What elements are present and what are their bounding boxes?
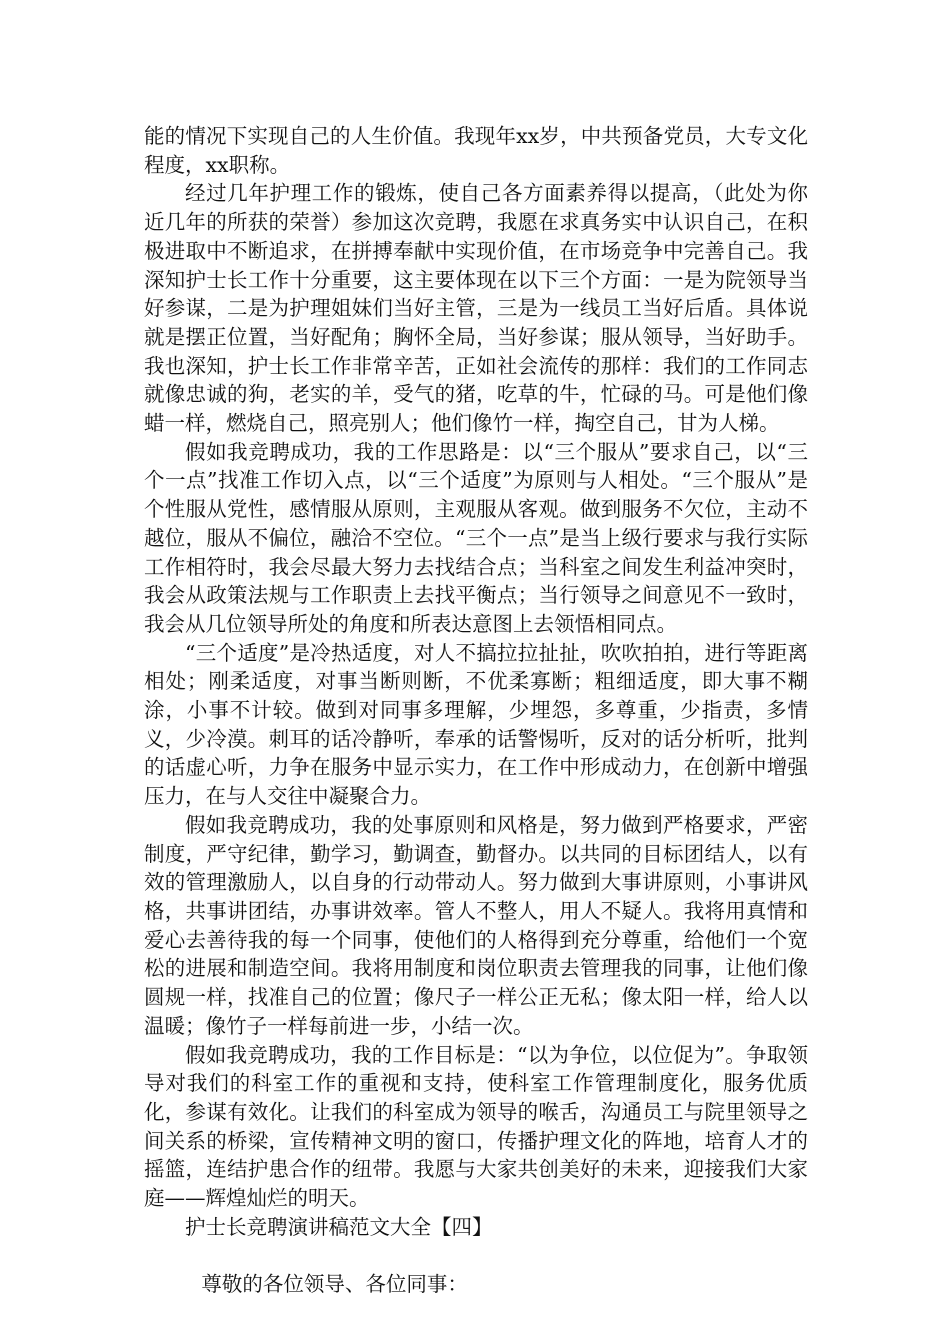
- paragraph-principles-style: 假如我竞聘成功，我的处事原则和风格是，努力做到严格要求，严密制度，严守纪律，勤学习，勤调查，勤督办。以共同的目标团结人，以有效的管理激励人，以自身的行动带动人。努力做到大事讲原则，小事讲风格，共事讲团结，办事讲效率。管人不整人，用人不疑人。我将用真情和爱心去善待我的每一个同事，使他们的人格得到充分尊重，给他们一个宽松的进展和制造空间。我将用制度和岗位职责去管理我的同事，让他们像圆规一样，找准自己的位置；像尺子一样公正无私；像太阳一样，给人以温暖；像竹子一样每前进一步，小结一次。: [144, 812, 808, 1038]
- salutation: 尊敬的各位领导、各位同事：: [201, 1272, 468, 1297]
- paragraph-experience: 经过几年护理工作的锻炼，使自己各方面素养得以提高，（此处为你近几年的所获的荣誉）参加这次竞聘，我愿在求真务实中认识自己，在积极进取中不断追求，在拼搏奉献中实现价值，在市场竞争中完善自己。我深知护士长工作十分重要，这主要体现在以下三个方面：一是为院领导当好参谋，二是为护理姐妹们当好主管，三是为一线员工当好后盾。具体说就是摆正位置，当好配角；胸怀全局，当好参谋；服从领导，当好助手。我也深知，护士长工作非常辛苦，正如社会流传的那样：我们的工作同志就像忠诚的狗，老实的羊，受气的猪，吃草的牛，忙碌的马。可是他们像蜡一样，燃烧自己，照亮别人；他们像竹一样，掏空自己，甘为人梯。: [144, 181, 808, 436]
- document-body: [144, 122, 808, 1299]
- paragraph-continuation: 能的情况下实现自己的人生价值。我现年xx岁，中共预备党员，大专文化程度，xx职称。: [144, 124, 808, 177]
- section-heading: 护士长竞聘演讲稿范文大全【四】: [185, 1214, 493, 1239]
- paragraph-work-ideas: 假如我竞聘成功，我的工作思路是：以“三个服从”要求自己，以“三个一点”找准工作切入点，以“三个适度”为原则与人相处。“三个服从”是个性服从党性，感情服从原则，主观服从客观。做到服务不欠位，主动不越位，服从不偏位，融洽不空位。“三个一点”是当上级行要求与我行实际工作相符时，我会尽最大努力去找结合点；当科室之间发生利益冲突时，我会从政策法规与工作职责上去找平衡点；当行领导之间意见不一致时，我会从几位领导所处的角度和所表达意图上去领悟相同点。: [144, 439, 808, 636]
- blank-line: [144, 1241, 808, 1270]
- paragraph-work-goals: 假如我竞聘成功，我的工作目标是：“以为争位，以位促为”。争取领导对我们的科室工作的重视和支持，使科室工作管理制度化，服务优质化，参谋有效化。让我们的科室成为领导的喉舌，沟通员工与院里领导之间关系的桥梁，宣传精神文明的窗口，传播护理文化的阵地，培育人才的摇篮，连结护患合作的纽带。我愿与大家共创美好的未来，迎接我们大家庭——辉煌灿烂的明天。: [144, 1042, 808, 1211]
- paragraph-three-moderations: “三个适度”是冷热适度，对人不搞拉拉扯扯，吹吹拍拍，进行等距离相处；刚柔适度，对事当断则断，不优柔寡断；粗细适度，即大事不糊涂，小事不计较。做到对同事多理解，少埋怨，多尊重，少指责，多情义，少冷漠。刺耳的话冷静听，奉承的话警惕听，反对的话分析听，批判的话虚心听，力争在服务中显示实力，在工作中形成动力，在创新中增强压力，在与人交往中凝聚合力。: [144, 640, 808, 809]
